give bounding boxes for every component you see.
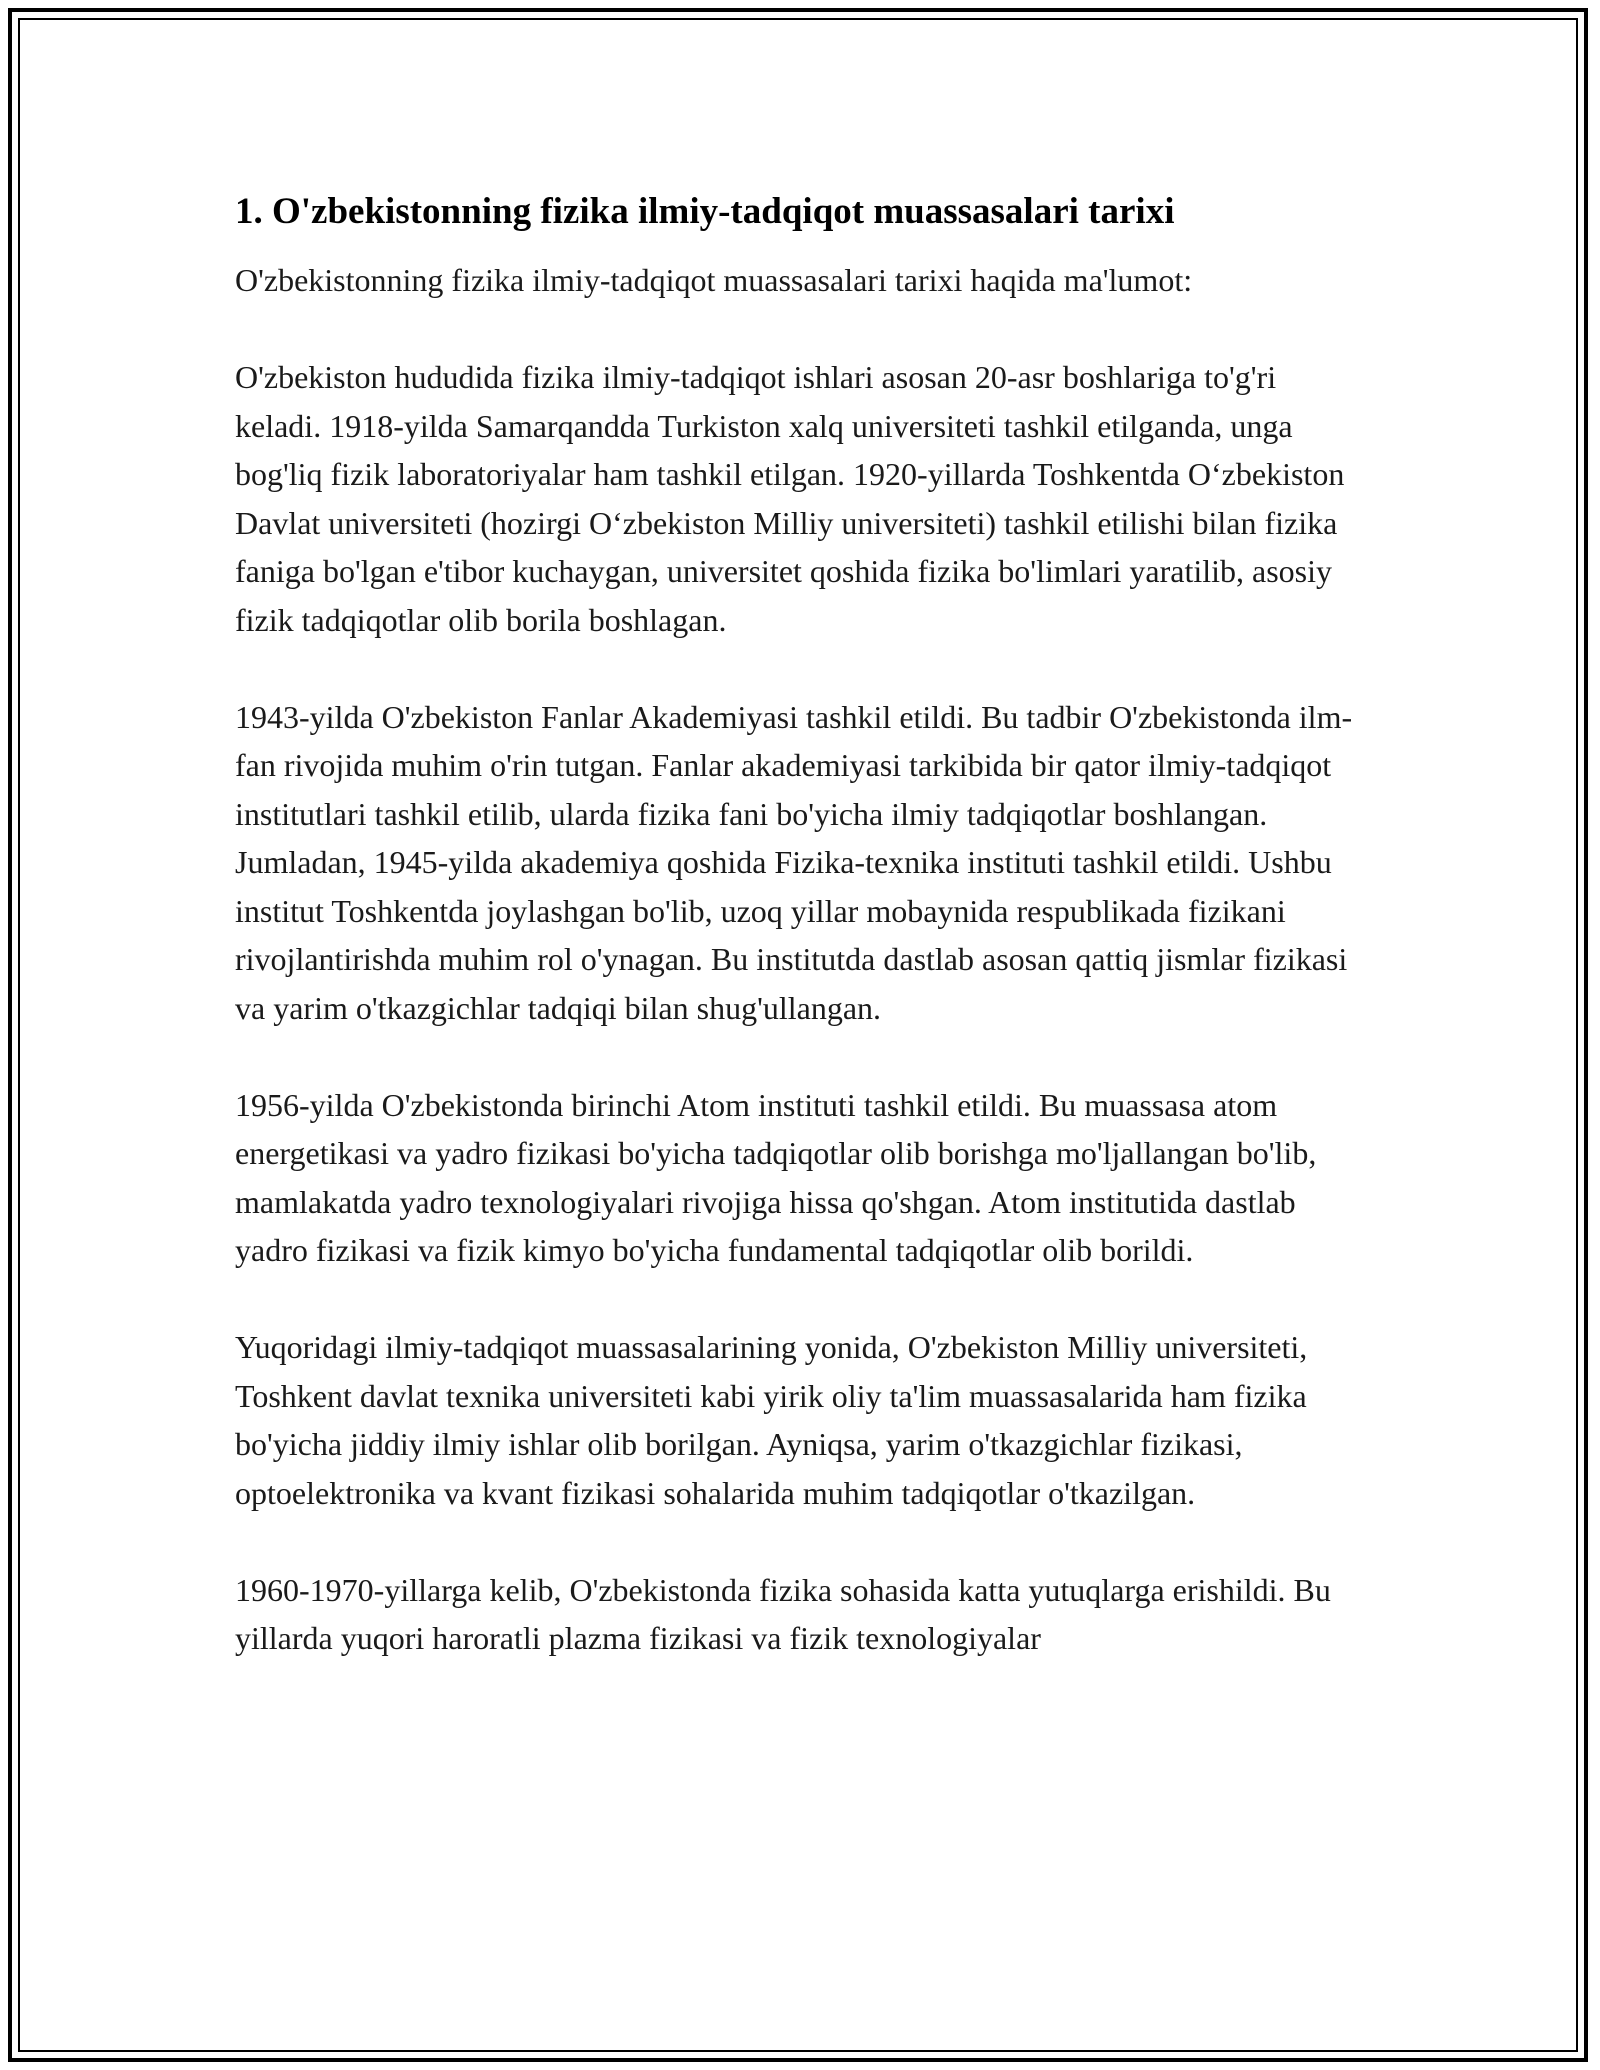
paragraph-academy-of-sciences: 1943-yilda O'zbekiston Fanlar Akademiyasi tashkil etildi. Bu tadbir O'zbekistonda ilm-fan rivojida muhim o'rin tutgan. Fanlar akademiyasi tarkibida bir qator ilmiy-tadqiqot institutlari tashkil etilib, ularda fizika fani bo'yicha ilmiy tadqiqotlar boshlangan. Jumladan, 1945-yilda akademiya qoshida Fizika-texnika instituti tashkil etildi. Ushbu institut Toshkentda joylashgan bo'lib, uzoq yillar mobaynida respublikada fizikani rivojlantirishda muhim rol o'ynagan. Bu institutda dastlab asosan qattiq jismlar fizikasi va yarim o'tkazgichlar tadqiqi bilan shug'ullangan. (235, 698, 1353, 1026)
paragraph-atom-institute: 1956-yilda O'zbekistonda birinchi Atom instituti tashkil etildi. Bu muassasa atom energetikasi va yadro fizikasi bo'yicha tadqiqotlar olib borishga mo'ljallangan bo'lib, mamlakatda yadro texnologiyalari rivojiga hissa qo'shgan. Atom institutida dastlab yadro fizikasi va fizik kimyo bo'yicha fundamental tadqiqotlar olib borildi. (235, 1086, 1317, 1268)
paragraph-early-history: O'zbekiston hududida fizika ilmiy-tadqiqot ishlari asosan 20-asr boshlariga to'g'ri keladi. 1918-yilda Samarqandda Turkiston xalq universiteti tashkil etilganda, unga bog'liq fizik laboratoriyalar ham tashkil etilgan. 1920-yillarda Toshkentda O‘zbekiston Davlat universiteti (hozirgi O‘zbekiston Milliy universiteti) tashkil etilishi bilan fizika faniga bo'lgan e'tibor kuchaygan, universitet qoshida fizika bo'limlari yaratilib, asosiy fizik tadqiqotlar olib borila boshlagan. (235, 359, 1345, 638)
document-body (235, 188, 1365, 1711)
intro-paragraph: O'zbekistonning fizika ilmiy-tadqiqot muassasalari tarixi haqida ma'lumot: (235, 262, 1193, 298)
section-heading: 1. O'zbekistonning fizika ilmiy-tadqiqot muassasalari tarixi (235, 191, 1175, 232)
paragraph-1960-1970: 1960-1970-yillarga kelib, O'zbekistonda fizika sohasida katta yutuqlarga erishildi. Bu yillarda yuqori haroratli plazma fizikasi va fizik texnologiyalar (235, 1571, 1331, 1656)
paragraph-universities: Yuqoridagi ilmiy-tadqiqot muassasalarining yonida, O'zbekiston Milliy universiteti, Toshkent davlat texnika universiteti kabi yirik oliy ta'lim muassasalarida ham fizika bo'yicha jiddiy ilmiy ishlar olib borilgan. Ayniqsa, yarim o'tkazgichlar fizikasi, optoelektronika va kvant fizikasi sohalarida muhim tadqiqotlar o'tkazilgan. (235, 1329, 1308, 1511)
